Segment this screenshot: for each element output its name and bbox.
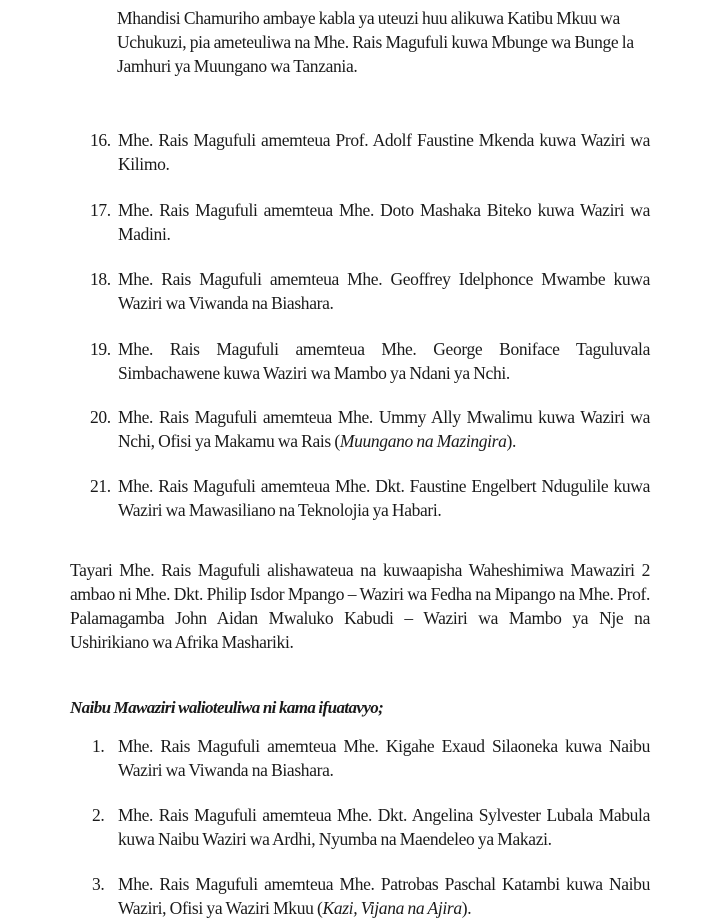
item-number: 20.: [90, 407, 111, 427]
item-number: 18.: [90, 269, 111, 289]
item-number: 19.: [90, 339, 111, 359]
item-text-wrapper: [118, 872, 650, 920]
item-number: 2.: [92, 805, 105, 825]
item-text: Mhe. Rais Magufuli amemteua Mhe. Dkt. Faustine Engelbert Ndugulile kuwa Waziri wa Mawasiliano na Teknolojia ya Habari.: [118, 476, 650, 520]
item-number: 21.: [90, 476, 111, 496]
deputy-item-3: [92, 872, 650, 920]
summary-paragraph: Tayari Mhe. Rais Magufuli alishawateua na kuwaapisha Waheshimiwa Mawaziri 2 ambao ni Mhe. Dkt. Philip Isdor Mpango – Waziri wa Fedha na Mipango na Mhe. Prof. Palamagamba John Aidan Mwaluko Kabudi – Waziri wa Mambo ya Nje na Ushirikiano wa Afrika Mashariki.: [70, 560, 650, 652]
continuation-paragraph: Mhandisi Chamuriho ambaye kabla ya uteuzi huu alikuwa Katibu Mkuu wa Uchukuzi, pia ameteuliwa na Mhe. Rais Magufuli kuwa Mbunge wa Bunge la Jamhuri ya Muungano wa Tanzania.: [117, 8, 634, 76]
item-number: 16.: [90, 130, 111, 150]
minister-item-16: [90, 128, 650, 176]
item-text: Mhe. Rais Magufuli amemteua Prof. Adolf Faustine Mkenda kuwa Waziri wa Kilimo.: [118, 130, 650, 174]
deputy-item-1: [92, 734, 650, 782]
item-text-tail: ).: [506, 431, 517, 451]
minister-item-17: [90, 198, 650, 246]
deputy-item-2: [92, 803, 650, 851]
item-text: Mhe. Rais Magufuli amemteua Mhe. Geoffrey Idelphonce Mwambe kuwa Waziri wa Viwanda na Biashara.: [118, 269, 650, 313]
minister-item-18: [90, 267, 650, 315]
minister-item-21: [90, 474, 650, 522]
item-text-italic: Kazi, Vijana na Ajira: [322, 898, 462, 918]
item-text-tail: ).: [461, 898, 472, 918]
item-text: Mhe. Rais Magufuli amemteua Mhe. Doto Mashaka Biteko kuwa Waziri wa Madini.: [118, 200, 650, 244]
minister-item-19: [90, 337, 650, 385]
item-text: Mhe. Rais Magufuli amemteua Mhe. Patrobas Paschal Katambi kuwa Naibu Waziri, Ofisi ya Waziri Mkuu (: [118, 874, 650, 918]
item-number: 17.: [90, 200, 111, 220]
minister-item-20: [90, 405, 650, 453]
item-number: 3.: [92, 874, 105, 894]
deputy-ministers-heading: Naibu Mawaziri walioteuliwa ni kama ifuatavyo;: [70, 698, 384, 717]
item-number: 1.: [92, 736, 105, 756]
item-text-wrapper: [118, 405, 650, 453]
item-text: Mhe. Rais Magufuli amemteua Mhe. Dkt. Angelina Sylvester Lubala Mabula kuwa Naibu Waziri wa Ardhi, Nyumba na Maendeleo ya Makazi.: [118, 805, 650, 849]
item-text: Mhe. Rais Magufuli amemteua Mhe. George Boniface Taguluvala Simbachawene kuwa Waziri wa Mambo ya Ndani ya Nchi.: [118, 339, 650, 383]
item-text: Mhe. Rais Magufuli amemteua Mhe. Kigahe Exaud Silaoneka kuwa Naibu Waziri wa Viwanda na Biashara.: [118, 736, 650, 780]
item-text: Mhe. Rais Magufuli amemteua Mhe. Ummy Ally Mwalimu kuwa Waziri wa Nchi, Ofisi ya Makamu wa Rais (: [118, 407, 650, 451]
item-text-italic: Muungano na Mazingira: [339, 431, 507, 451]
